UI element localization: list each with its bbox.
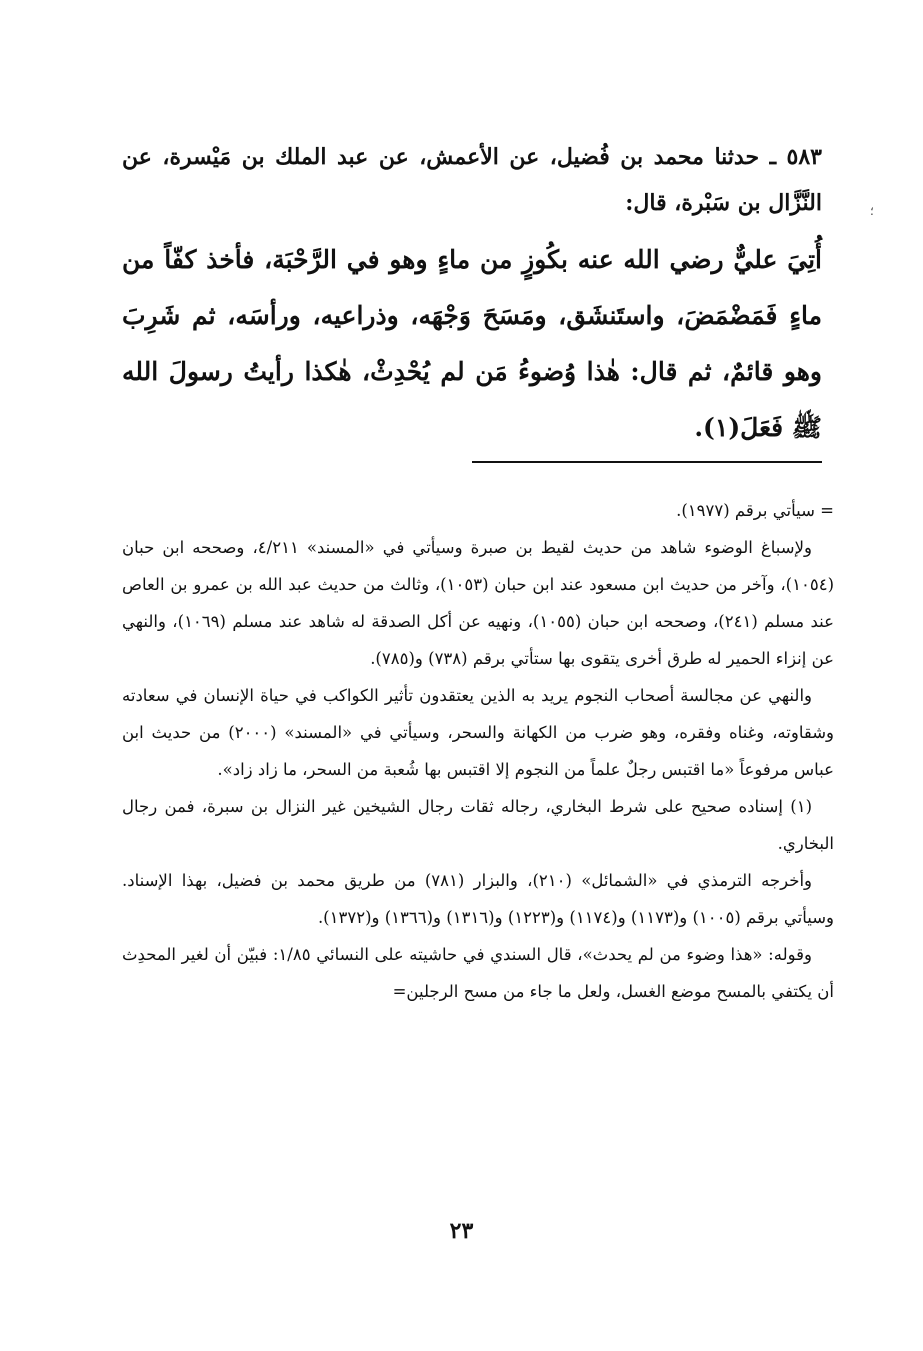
footnote-paragraph: والنهي عن مجالسة أصحاب النجوم يريد به الذين يعتقدون تأثير الكواكب في حياة الإنسان في سعادته وشقاوته، وغناه وفقره، وهو ضرب من الكهانة والسحر، وسيأتي في «المسند» (٢٠٠٠) من حديث ابن عباس مرفوعاً «ما اقتبس رجلٌ علماً من النجوم إلا اقتبس بها شُعبة من السحر، ما زاد زاد».	[122, 686, 834, 779]
footnote-paragraph: وأخرجه الترمذي في «الشمائل» (٢١٠)، والبزار (٧٨١) من طريق محمد بن فضيل، بهذا الإسناد. وسيأتي برقم (١٠٠٥) و(١١٧٣) و(١١٧٤) و(١٢٢٣) و(١٣١٦) و(١٣٦٦) و(١٣٧٢).	[122, 871, 834, 927]
footnote-continuation: = سيأتي برقم (١٩٧٧).	[676, 501, 834, 520]
footnote-separator	[472, 461, 822, 463]
hadith-matn: أُتِيَ عليٌّ رضي الله عنه بكُوزٍ من ماءٍ وهو في الرَّحْبَة، فأخذ كفّاً من ماءٍ فَمَضْمَضَ، واستَنشَق، ومَسَحَ وَجْهَه، وذراعيه، ورأسَه، ثم شَرِبَ وهو قائمٌ، ثم قال: هٰذا وُضوءُ مَن لم يُحْدِثْ، هٰكذا رأيتُ رسولَ الله ﷺ فَعَلَ(١).	[122, 245, 822, 442]
footnotes-section	[122, 492, 834, 1010]
margin-mark: ؛	[870, 204, 874, 218]
hadith-isnad: ٥٨٣ ـ حدثنا محمد بن فُضيل، عن الأعمش، عن عبد الملك بن مَيْسرة، عن النَّزَّال بن سَبْرة، قال:	[122, 144, 822, 216]
page-number: ٢٣	[449, 1218, 474, 1244]
footnote-1: (١) إسناده صحيح على شرط البخاري، رجاله ثقات رجال الشيخين غير النزال بن سبرة، فمن رجال البخاري.	[122, 797, 834, 853]
footnote-paragraph: وقوله: «هذا وضوء من لم يحدث»، قال السندي في حاشيته على النسائي ١/٨٥: فبيّن أن لغير المحدِث أن يكتفي بالمسح موضع الغسل، ولعل ما جاء من مسح الرجلين=	[122, 945, 834, 1001]
footnote-paragraph: ولإسباغ الوضوء شاهد من حديث لقيط بن صبرة وسيأتي في «المسند» ٤/٢١١، وصححه ابن حبان (١٠٥٤)، وآخر من حديث ابن مسعود عند ابن حبان (١٠٥٣)، وثالث من حديث عبد الله بن عمرو بن العاص عند مسلم (٢٤١)، وصححه ابن حبان (١٠٥٥)، ونهيه عن أكل الصدقة له شاهد عند مسلم (١٠٦٩)، والنهي عن إنزاء الحمير له طرق أخرى يتقوى بها ستأتي برقم (٧٣٨) و(٧٨٥).	[122, 538, 834, 668]
